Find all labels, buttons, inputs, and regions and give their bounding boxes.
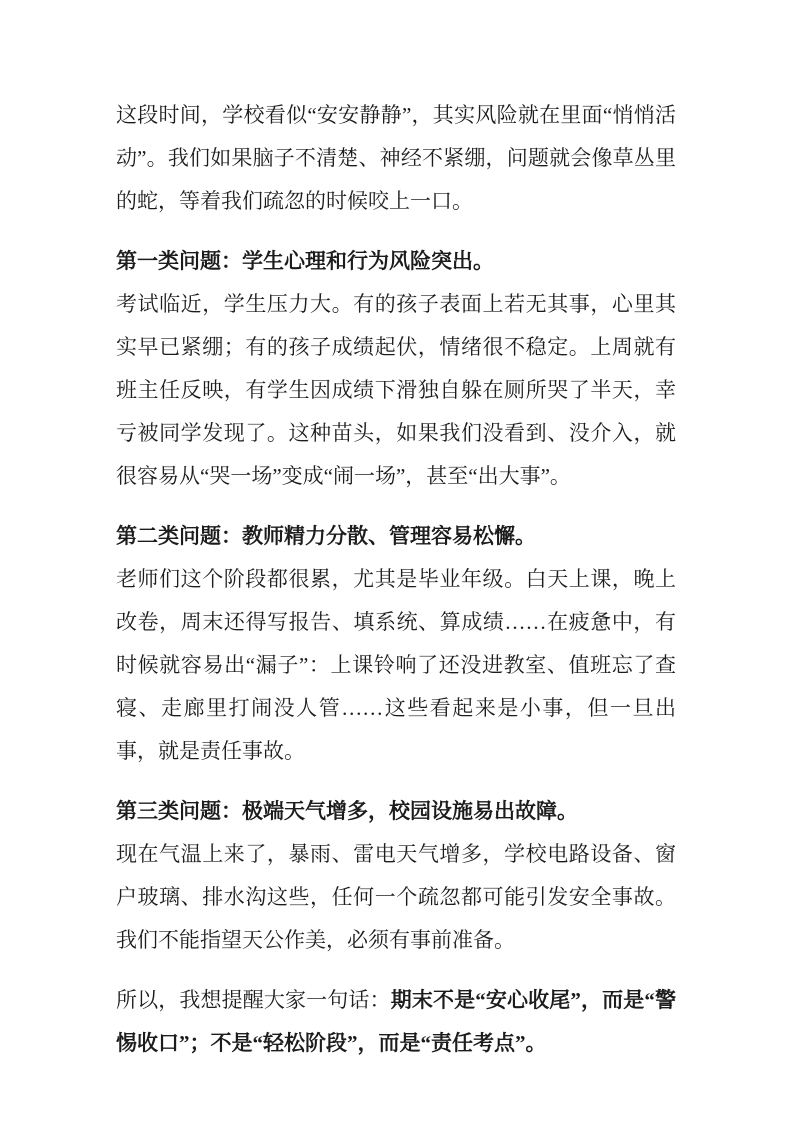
closing-lead-text: 所以，我想提醒大家一句话： [116, 988, 391, 1012]
closing-emphasis-text: 期末不是“安心收尾”，而是“警惕收口”；不是“轻松阶段”，而是“责任考点”。 [116, 988, 677, 1055]
section-3-heading: 第三类问题：极端天气增多，校园设施易出故障。 [116, 799, 578, 823]
section-1-paragraph: 考试临近，学生压力大。有的孩子表面上若无其事，心里其实早已紧绷；有的孩子成绩起伏，情绪很不稳定。上周就有班主任反映，有学生因成绩下滑独自躲在厕所哭了半天，幸亏被同学发现了。这种苗头，如果我们没看到、没介入，就很容易从“哭一场”变成“闹一场”，甚至“出大事”。 [116, 292, 676, 488]
intro-paragraph: 这段时间，学校看似“安安静静”，其实风险就在里面“悄悄活动”。我们如果脑子不清楚、神经不紧绷，问题就会像草丛里的蛇，等着我们疏忽的时候咬上一口。 [116, 103, 676, 213]
section-3-paragraph: 现在气温上来了，暴雨、雷电天气增多，学校电路设备、窗户玻璃、排水沟这些，任何一个疏忽都可能引发安全事故。我们不能指望天公作美，必须有事前准备。 [116, 842, 676, 952]
section-2-paragraph: 老师们这个阶段都很累，尤其是毕业年级。白天上课，晚上改卷，周末还得写报告、填系统、算成绩……在疲惫中，有时候就容易出“漏子”：上课铃响了还没进教室、值班忘了查寝、走廊里打闹没人管……这些看起来是小事，但一旦出事，就是责任事故。 [116, 567, 676, 763]
closing-paragraph [116, 979, 676, 1065]
section-1-heading: 第一类问题：学生心理和行为风险突出。 [116, 249, 494, 273]
section-2-heading: 第二类问题：教师精力分散、管理容易松懈。 [116, 524, 536, 548]
document-body [116, 94, 676, 1065]
